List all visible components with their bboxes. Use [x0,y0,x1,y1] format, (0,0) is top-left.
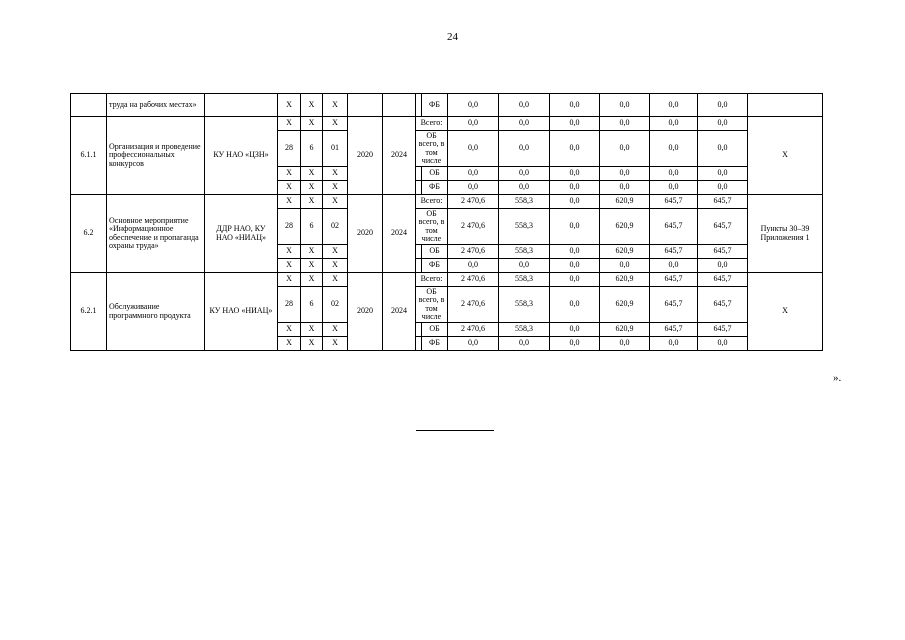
cell-year-2020: 0,0 [499,167,550,181]
cell-year-2024: 0,0 [698,337,748,351]
cell-end: 2024 [383,117,416,195]
cell-om: Х [323,245,348,259]
cell-year-2020: 0,0 [499,259,550,273]
cell-pp: Х [301,117,323,131]
table-row [71,195,823,209]
cell-year-2020: 0,0 [499,181,550,195]
cell-year-2024: 0,0 [698,131,748,167]
cell-source: Всего: [416,195,448,209]
cell-year-2023: 645,7 [650,287,698,323]
cell-end: 2024 [383,273,416,351]
cell-year-2021: 0,0 [550,94,600,117]
cell-year-2024: 0,0 [698,94,748,117]
cell-year-2023: 645,7 [650,273,698,287]
cell-year-2022: 0,0 [600,117,650,131]
cell-gp: Х [278,337,301,351]
cell-note: Х [748,273,823,351]
cell-year-2021: 0,0 [550,337,600,351]
cell-year-2024: 645,7 [698,195,748,209]
cell-year-2021: 0,0 [550,287,600,323]
cell-gp: 28 [278,287,301,323]
cell-year-2020: 558,3 [499,245,550,259]
cell-year-2024: 645,7 [698,287,748,323]
cell-year-2020: 0,0 [499,94,550,117]
cell-gp: Х [278,259,301,273]
cell-om: Х [323,167,348,181]
cell-year-2020: 558,3 [499,209,550,245]
cell-om: Х [323,323,348,337]
cell-total: 2 470,6 [448,245,499,259]
cell-executor: КУ НАО «НИАЦ» [205,273,278,351]
cell-source: Всего: [416,117,448,131]
cell-year-2020: 558,3 [499,195,550,209]
cell-pp: Х [301,167,323,181]
cell-pp: Х [301,94,323,117]
cell-num: 6.2 [71,195,107,273]
table-row [71,117,823,131]
cell-source: ФБ [422,181,448,195]
cell-year-2022: 620,9 [600,209,650,245]
cell-year-2022: 0,0 [600,94,650,117]
cell-pp: Х [301,337,323,351]
cell-gp: Х [278,181,301,195]
cell-gp: Х [278,195,301,209]
cell-om: 01 [323,131,348,167]
cell-year-2024: 0,0 [698,259,748,273]
cell-year-2023: 645,7 [650,195,698,209]
cell-year-2023: 0,0 [650,259,698,273]
cell-om: 02 [323,209,348,245]
cell-start [348,94,383,117]
cell-pp: Х [301,245,323,259]
cell-gp: Х [278,167,301,181]
table-body [71,94,823,351]
cell-note: Х [748,117,823,195]
cell-om: 02 [323,287,348,323]
cell-source: Всего: [416,273,448,287]
cell-year-2021: 0,0 [550,273,600,287]
cell-year-2022: 0,0 [600,181,650,195]
cell-name: Основное мероприятие «Информационное обеспечение и пропаганда охраны труда» [107,195,205,273]
cell-year-2021: 0,0 [550,167,600,181]
cell-year-2022: 0,0 [600,259,650,273]
cell-year-2022: 620,9 [600,273,650,287]
cell-total: 0,0 [448,117,499,131]
cell-year-2021: 0,0 [550,259,600,273]
cell-year-2021: 0,0 [550,117,600,131]
cell-pp: Х [301,323,323,337]
cell-pp: Х [301,195,323,209]
cell-note [748,94,823,117]
cell-year-2021: 0,0 [550,323,600,337]
table-row [71,273,823,287]
cell-gp: Х [278,94,301,117]
cell-year-2020: 558,3 [499,273,550,287]
cell-year-2023: 0,0 [650,117,698,131]
cell-year-2023: 0,0 [650,337,698,351]
cell-year-2024: 0,0 [698,117,748,131]
closing-quote: ». [833,372,842,384]
cell-num: 6.2.1 [71,273,107,351]
cell-gp: 28 [278,131,301,167]
cell-num: 6.1.1 [71,117,107,195]
cell-year-2024: 645,7 [698,245,748,259]
cell-year-2023: 0,0 [650,131,698,167]
cell-pp: 6 [301,209,323,245]
page-number: 24 [447,31,458,43]
cell-name: Обслуживание программного продукта [107,273,205,351]
cell-om: Х [323,181,348,195]
cell-year-2020: 0,0 [499,337,550,351]
cell-year-2023: 0,0 [650,94,698,117]
cell-source: ФБ [422,337,448,351]
cell-start: 2020 [348,195,383,273]
cell-name: труда на рабочих местах» [107,94,205,117]
cell-source: ОБ [422,167,448,181]
cell-year-2023: 0,0 [650,167,698,181]
cell-total: 2 470,6 [448,195,499,209]
cell-gp: Х [278,273,301,287]
cell-total: 2 470,6 [448,273,499,287]
divider-line [416,430,494,431]
cell-start: 2020 [348,117,383,195]
cell-year-2022: 0,0 [600,131,650,167]
cell-year-2021: 0,0 [550,181,600,195]
cell-pp: Х [301,273,323,287]
cell-source: ФБ [422,94,448,117]
cell-executor [205,94,278,117]
cell-end: 2024 [383,195,416,273]
cell-year-2022: 0,0 [600,337,650,351]
cell-year-2024: 645,7 [698,273,748,287]
cell-source: ОБ всего, в том числе [416,131,448,167]
cell-num [71,94,107,117]
cell-year-2021: 0,0 [550,131,600,167]
cell-pp: 6 [301,131,323,167]
cell-gp: Х [278,323,301,337]
cell-pp: Х [301,259,323,273]
cell-source: ОБ всего, в том числе [416,209,448,245]
cell-year-2020: 558,3 [499,323,550,337]
cell-om: Х [323,94,348,117]
cell-om: Х [323,195,348,209]
cell-total: 2 470,6 [448,209,499,245]
cell-year-2021: 0,0 [550,195,600,209]
cell-total: 2 470,6 [448,287,499,323]
cell-source: ФБ [422,259,448,273]
cell-year-2022: 620,9 [600,245,650,259]
cell-end [383,94,416,117]
cell-year-2021: 0,0 [550,245,600,259]
cell-total: 2 470,6 [448,323,499,337]
cell-year-2024: 0,0 [698,167,748,181]
cell-pp: Х [301,181,323,195]
cell-gp: Х [278,245,301,259]
cell-om: Х [323,259,348,273]
cell-source: ОБ всего, в том числе [416,287,448,323]
cell-note: Пункты 30–39 Приложения 1 [748,195,823,273]
cell-year-2021: 0,0 [550,209,600,245]
cell-om: Х [323,117,348,131]
cell-year-2022: 620,9 [600,323,650,337]
cell-executor: КУ НАО «ЦЗН» [205,117,278,195]
cell-om: Х [323,273,348,287]
cell-name: Организация и проведение профессиональных конкурсов [107,117,205,195]
cell-year-2023: 645,7 [650,245,698,259]
cell-total: 0,0 [448,167,499,181]
budget-table [70,93,823,351]
cell-year-2022: 0,0 [600,167,650,181]
cell-source: ОБ [422,323,448,337]
cell-year-2024: 645,7 [698,323,748,337]
cell-year-2023: 645,7 [650,323,698,337]
cell-total: 0,0 [448,259,499,273]
cell-year-2024: 645,7 [698,209,748,245]
cell-total: 0,0 [448,131,499,167]
cell-year-2023: 645,7 [650,209,698,245]
cell-total: 0,0 [448,94,499,117]
cell-executor: ДДР НАО, КУ НАО «НИАЦ» [205,195,278,273]
cell-year-2020: 0,0 [499,131,550,167]
cell-year-2020: 0,0 [499,117,550,131]
cell-gp: Х [278,117,301,131]
table-row [71,94,823,117]
cell-year-2022: 620,9 [600,287,650,323]
cell-year-2022: 620,9 [600,195,650,209]
cell-source: ОБ [422,245,448,259]
cell-total: 0,0 [448,181,499,195]
cell-pp: 6 [301,287,323,323]
cell-gp: 28 [278,209,301,245]
cell-om: Х [323,337,348,351]
cell-year-2024: 0,0 [698,181,748,195]
cell-year-2020: 558,3 [499,287,550,323]
cell-year-2023: 0,0 [650,181,698,195]
cell-start: 2020 [348,273,383,351]
cell-total: 0,0 [448,337,499,351]
